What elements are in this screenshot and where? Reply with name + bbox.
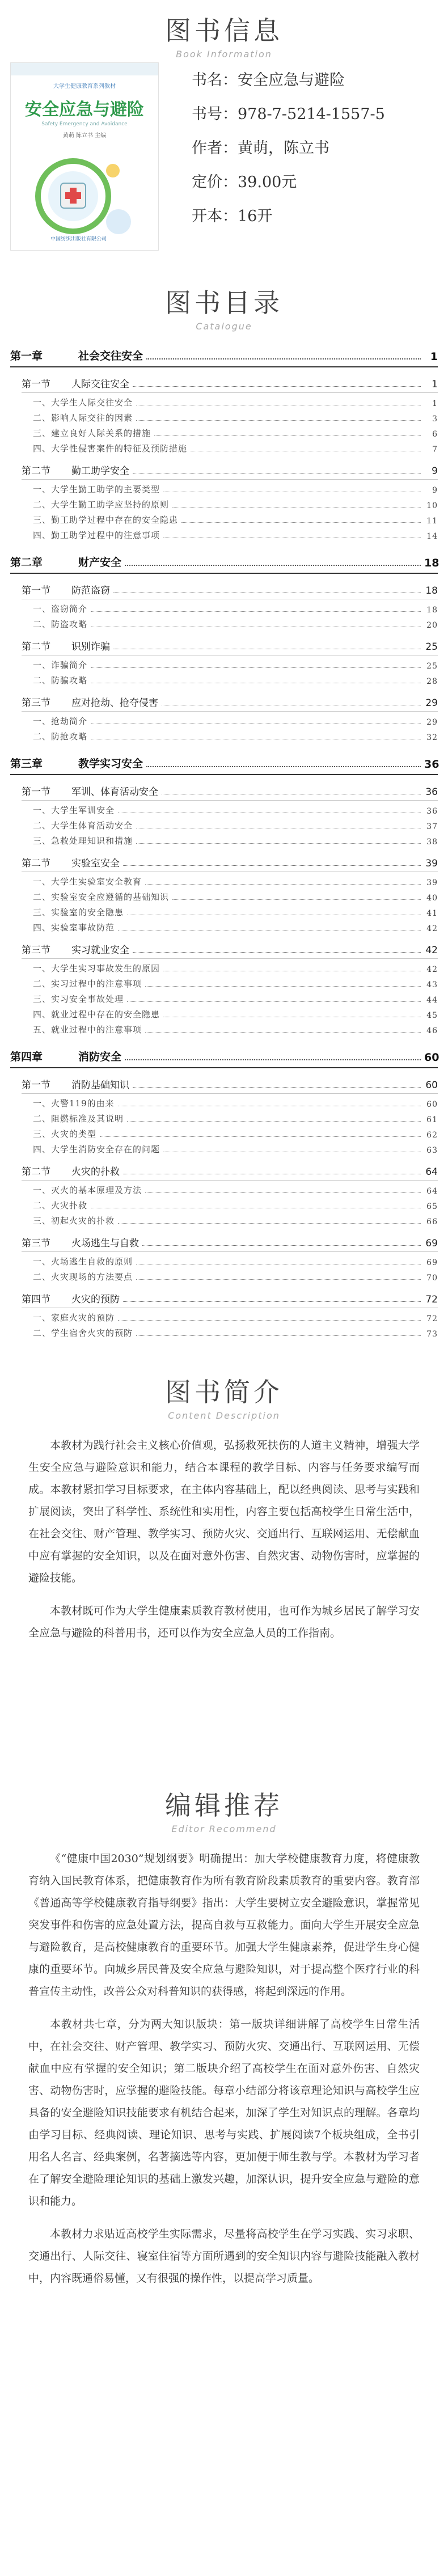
toc-item [10, 1181, 438, 1196]
toc-number: 第一节 [22, 585, 50, 597]
toc-leader [136, 1279, 421, 1280]
toc-label: 财产安全 [78, 556, 122, 569]
toc-label: 四、实验室事故防范 [33, 923, 115, 933]
cover-series: 大学生健康教育系列教材 [53, 83, 116, 90]
toc-page: 61 [426, 1115, 438, 1124]
toc-label: 三、实习安全事故处理 [33, 994, 124, 1004]
toc-page: 18 [424, 557, 439, 569]
section-subtitle: Content Description [168, 1410, 280, 1421]
toc-number: 第二章 [10, 556, 43, 569]
cover-authors: 黄萌 陈立书 主编 [62, 133, 107, 139]
toc-page: 72 [426, 1314, 438, 1323]
toc-label: 火灾的扑救 [71, 1166, 120, 1178]
section-subtitle: Editor Recommend [171, 1824, 277, 1834]
toc-item [10, 615, 438, 630]
toc-page: 64 [425, 1166, 438, 1178]
section-subtitle: Catalogue [196, 321, 252, 332]
toc-page: 63 [426, 1146, 438, 1155]
toc-leader [146, 358, 421, 359]
toc-number: 第一节 [22, 379, 50, 390]
toc-item [10, 439, 438, 454]
toc-label: 一、火场逃生自救的原则 [33, 1257, 133, 1267]
toc-page: 11 [426, 517, 438, 526]
toc-page: 43 [426, 980, 438, 989]
toc-leader [125, 565, 421, 566]
toc-label: 三、初起火灾的扑救 [33, 1216, 115, 1226]
toc-page: 60 [424, 1051, 439, 1064]
toc-page: 18 [425, 585, 438, 597]
cover-illustration-icon [28, 148, 141, 239]
toc-label: 二、大学生体育活动安全 [33, 820, 133, 831]
toc-label: 二、火灾现场的方法要点 [33, 1272, 133, 1282]
toc-section [10, 1155, 438, 1178]
toc-page: 38 [426, 837, 438, 847]
toc-leader [145, 1032, 421, 1033]
toc-item [10, 424, 438, 439]
field-author: 作者：黄萌，陈立书 [192, 139, 329, 157]
toc-chapter [10, 742, 438, 771]
toc-section [10, 686, 438, 709]
toc-label: 火场逃生与自救 [71, 1238, 139, 1249]
toc-item [10, 1109, 438, 1124]
toc-leader [123, 1301, 421, 1302]
toc-page: 64 [426, 1187, 438, 1196]
toc-label: 应对抢劫、抢夺侵害 [71, 697, 158, 709]
toc-item [10, 655, 438, 671]
field-isbn: 书号：978-7-5214-1557-5 [192, 105, 385, 123]
toc-section [10, 1068, 438, 1091]
toc-label: 一、火警119的由来 [33, 1098, 115, 1109]
toc-page: 28 [426, 677, 438, 686]
toc-section [10, 775, 438, 798]
toc-item [10, 1252, 438, 1267]
toc-label: 一、大学生实习事故发生的原因 [33, 963, 160, 974]
paragraph: 本教材力求贴近高校学生实际需求，尽量将高校学生在学习实践、实习求职、交通出行、人际交往、寝室住宿等方面所遇到的安全知识内容与避险技能融入教材中，内容既通俗易懂，又有很强的操作性，以提高学习质量。 [28, 2228, 420, 2285]
toc-page: 42 [426, 965, 438, 974]
toc-label: 社会交往安全 [78, 350, 143, 362]
toc-page: 69 [426, 1258, 438, 1267]
section-title: 图书信息 [165, 15, 283, 46]
toc-item [10, 1094, 438, 1109]
toc-page: 18 [426, 606, 438, 615]
toc-leader [136, 1335, 421, 1336]
toc-item [10, 393, 438, 408]
toc-chapter [10, 541, 438, 569]
toc-chapter [10, 1035, 438, 1064]
toc-page: 37 [426, 822, 438, 831]
toc-label: 一、抢劫简介 [33, 716, 88, 726]
toc-page: 40 [426, 894, 438, 903]
toc-item [10, 1308, 438, 1323]
toc-page: 36 [426, 807, 438, 816]
toc-item [10, 495, 438, 510]
toc-page: 14 [426, 532, 438, 541]
toc-item [10, 480, 438, 495]
toc-label: 消防安全 [78, 1051, 122, 1063]
toc-label: 二、阻燃标准及其说明 [33, 1114, 124, 1124]
toc-item [10, 510, 438, 526]
cover-publisher: 中国纺织出版社有限公司 [50, 236, 107, 242]
toc-item [10, 1020, 438, 1035]
toc-label: 三、火灾的类型 [33, 1129, 97, 1139]
field-format: 开本：16开 [192, 208, 273, 225]
section-subtitle: Book Information [176, 49, 272, 60]
toc-section [10, 454, 438, 477]
toc-page: 66 [426, 1217, 438, 1226]
toc-label: 二、影响人际交往的因素 [33, 413, 133, 423]
toc-page: 60 [426, 1100, 438, 1109]
toc-page: 9 [432, 486, 438, 495]
toc-item [10, 599, 438, 615]
toc-label: 三、实验室的安全隐患 [33, 907, 124, 917]
toc-leader [118, 1223, 421, 1224]
recommend-body [0, 1848, 448, 2290]
toc-label: 五、就业过程中的注意事项 [33, 1025, 142, 1035]
toc-number: 第一章 [10, 350, 43, 362]
toc-item [10, 959, 438, 974]
toc-item [10, 801, 438, 816]
toc-label: 一、家庭火灾的预防 [33, 1313, 115, 1323]
intro-header [0, 1361, 448, 1424]
toc-item [10, 712, 438, 727]
toc-section [10, 1283, 438, 1305]
toc-page: 25 [426, 662, 438, 671]
section-title: 图书简介 [165, 1377, 283, 1407]
toc-item [10, 989, 438, 1005]
cover-title-en: Safety Emergency and Avoidance [41, 121, 128, 127]
toc-label: 二、防抢攻略 [33, 731, 88, 742]
cover-title: 安全应急与避险 [25, 100, 144, 120]
toc-page: 65 [426, 1202, 438, 1211]
toc-page: 46 [426, 1026, 438, 1035]
toc-number: 第二节 [22, 858, 50, 869]
table-of-contents [0, 335, 448, 1339]
toc-number: 第三章 [10, 758, 43, 770]
toc-leader [172, 899, 421, 900]
toc-section [10, 574, 438, 597]
toc-label: 识别诈骗 [71, 641, 110, 653]
toc-page: 69 [425, 1238, 438, 1249]
toc-item [10, 1005, 438, 1020]
toc-leader [142, 1245, 421, 1246]
toc-label: 二、实验室安全应遵循的基础知识 [33, 892, 170, 902]
toc-item [10, 408, 438, 424]
toc-item [10, 903, 438, 918]
toc-label: 实习就业安全 [71, 945, 129, 956]
toc-page: 1 [430, 350, 438, 363]
paragraph: 《“健康中国2030”规划纲要》明确提出：加大学校健康教育力度，将健康教育纳入国民教育体系，把健康教育作为所有教育阶段素质教育的重要内容。教育部《普通高等学校健康教育指导纲要》指出：大学生要树立安全避险意识，掌握常见突发事件和伤害的应急处置方法，提高自救与互救能力。面向大学生开展安全应急与避险教育，是高校健康教育的重要环节。加强大学生健康素养，促进学生身心健康的重要环节。向城乡居民普及安全应急与避险知识，对于提高整个医疗行业的科普宣传主动性，改善公众对科普知识的获得感，将起到深远的作用。 [28, 1852, 420, 1998]
toc-page: 73 [426, 1330, 438, 1339]
toc-label: 二、大学生勤工助学应坚持的原则 [33, 500, 170, 510]
toc-page: 29 [426, 718, 438, 727]
toc-chapter [10, 335, 438, 363]
toc-leader [145, 1192, 421, 1193]
toc-label: 二、学生宿舍火灾的预防 [33, 1328, 133, 1338]
toc-number: 第三节 [22, 1238, 50, 1249]
toc-label: 一、大学生勤工助学的主要类型 [33, 484, 160, 494]
book-cover-image [10, 62, 159, 251]
toc-label: 四、大学生消防安全存在的问题 [33, 1144, 160, 1154]
toc-leader [181, 522, 421, 523]
toc-section [10, 933, 438, 956]
toc-label: 二、防骗攻略 [33, 675, 88, 686]
toc-leader [127, 1121, 421, 1122]
toc-page: 42 [425, 945, 438, 956]
paragraph: 本教材既可作为大学生健康素质教育教材使用，也可作为城乡居民了解学习安全应急与避险的科普用书，还可以作为安全应急人员的工作指南。 [28, 1605, 420, 1639]
toc-item [10, 872, 438, 887]
toc-item [10, 526, 438, 541]
toc-page: 36 [424, 758, 439, 771]
toc-page: 39 [425, 858, 438, 869]
toc-number: 第三节 [22, 697, 50, 709]
toc-item [10, 887, 438, 903]
paragraph: 本教材为践行社会主义核心价值观，弘扬救死扶伤的人道主义精神，增强大学生安全应急与避险意识和能力，结合本课程的教学目标、内容与任务要求编写而成。本教材紧扣学习目标要求，在主体内容基础上，配以经典阅读、思考与实践和扩展阅读，突出了科学性、系统性和实用性，内容主要包括高校学生日常生活中，在社会交往、财产管理、教学实习、预防火灾、交通出行、互联网运用、无偿献血中应有掌握的安全知识，以及在面对意外伤害、自然灾害、动物伤害时，应掌握的避险技能。 [28, 1439, 420, 1584]
toc-label: 防范盗窃 [71, 585, 110, 597]
toc-leader [127, 1001, 421, 1002]
toc-item [10, 831, 438, 847]
field-price: 定价：39.00元 [192, 174, 297, 191]
toc-page: 6 [432, 430, 438, 439]
toc-label: 火灾的预防 [71, 1294, 120, 1305]
toc-section [10, 847, 438, 869]
toc-label: 一、大学生实验室安全教育 [33, 877, 142, 887]
toc-label: 二、防盗攻略 [33, 619, 88, 629]
toc-label: 四、勤工助学过程中的注意事项 [33, 530, 160, 540]
paragraph: 本教材共七章，分为两大知识版块：第一版块详细讲解了高校学生日常生活中，在社会交往、财产管理、教学实习、预防火灾、交通出行、互联网运用、无偿献血中应有掌握的安全知识；第二版块介绍了高校学生在面对意外伤害、自然灾害、动物伤害时，应掌握的避险技能。每章小结部分将该章理论知识与高校学生应具备的安全避险知识技能要求有机结合起来，加深了学生对知识点的理解。各章均由学习目标、经典阅读、理论知识、思考与实践、扩展阅读7个板块组成，全书引用名人名言、经典案例，名著摘选等内容，更加便于师生教与学。本教材为学习者在了解安全避险理论知识的基础上激发兴趣，加深认识，提升安全应急与避险的意识和能力。 [28, 2018, 420, 2207]
toc-item [10, 727, 438, 742]
toc-label: 勤工助学安全 [71, 466, 129, 477]
toc-label: 二、火灾扑救 [33, 1200, 88, 1211]
cover-top-bar [11, 63, 158, 75]
toc-label: 实验室安全 [71, 858, 120, 869]
toc-page: 44 [426, 996, 438, 1005]
toc-item [10, 1211, 438, 1226]
toc-leader [100, 1136, 421, 1137]
toc-leader [133, 386, 421, 387]
toc-item [10, 1267, 438, 1283]
toc-label: 三、建立良好人际关系的措施 [33, 428, 151, 438]
toc-item [10, 1124, 438, 1140]
toc-label: 四、就业过程中存在的安全隐患 [33, 1009, 160, 1020]
toc-number: 第二节 [22, 1166, 50, 1178]
toc-header [0, 272, 448, 335]
toc-leader [123, 865, 421, 866]
toc-page: 72 [425, 1294, 438, 1305]
toc-page: 25 [425, 641, 438, 653]
toc-label: 三、勤工助学过程中存在的安全隐患 [33, 515, 179, 525]
toc-label: 一、盗窃简介 [33, 604, 88, 614]
toc-page: 32 [426, 733, 438, 742]
toc-leader [91, 667, 421, 668]
toc-leader [136, 843, 421, 844]
toc-page: 29 [425, 697, 438, 709]
toc-leader [133, 1087, 421, 1088]
toc-label: 三、急救处理知识和措施 [33, 836, 133, 846]
toc-section [10, 1226, 438, 1249]
book-fields [192, 64, 385, 234]
toc-page: 62 [426, 1131, 438, 1140]
toc-page: 41 [426, 909, 438, 918]
toc-number: 第二节 [22, 641, 50, 653]
book-info [0, 62, 448, 249]
toc-item [10, 1196, 438, 1211]
toc-number: 第二节 [22, 466, 50, 477]
toc-page: 36 [425, 786, 438, 798]
toc-leader [91, 611, 421, 612]
toc-page: 60 [425, 1080, 438, 1091]
toc-page: 1 [432, 379, 438, 390]
toc-item [10, 918, 438, 933]
toc-item [10, 671, 438, 686]
toc-number: 第三节 [22, 945, 50, 956]
toc-label: 教学实习安全 [78, 758, 143, 770]
toc-label: 一、大学生人际交往安全 [33, 397, 133, 408]
toc-label: 军训、体育活动安全 [71, 786, 158, 798]
toc-leader [133, 952, 421, 953]
toc-page: 45 [426, 1011, 438, 1020]
toc-page: 39 [426, 878, 438, 887]
toc-leader [154, 435, 421, 436]
section-title: 编辑推荐 [165, 1790, 283, 1821]
toc-section [10, 367, 438, 390]
toc-item [10, 1140, 438, 1155]
toc-page: 9 [432, 466, 438, 477]
toc-item [10, 1323, 438, 1339]
toc-number: 第一节 [22, 1080, 50, 1091]
toc-item [10, 816, 438, 831]
toc-label: 一、大学生军训安全 [33, 805, 115, 815]
toc-page: 10 [426, 501, 438, 510]
toc-leader [146, 766, 421, 767]
toc-label: 一、诈骗简介 [33, 660, 88, 670]
book-info-header [0, 0, 448, 62]
toc-number: 第一节 [22, 786, 50, 798]
toc-page: 20 [426, 621, 438, 630]
toc-label: 人际交往安全 [71, 379, 129, 390]
toc-leader [136, 420, 421, 421]
toc-number: 第四章 [10, 1051, 43, 1063]
recommend-header [0, 1775, 448, 1837]
toc-label: 一、灭火的基本原理及方法 [33, 1185, 142, 1195]
toc-leader [125, 1059, 421, 1060]
toc-leader [118, 1320, 421, 1321]
toc-page: 70 [426, 1274, 438, 1283]
toc-leader [145, 884, 421, 885]
toc-leader [145, 986, 421, 987]
toc-label: 四、大学性侵害案件的特征及预防措施 [33, 443, 188, 454]
field-title: 书名：安全应急与避险 [192, 71, 345, 89]
toc-number: 第四节 [22, 1294, 50, 1305]
toc-page: 7 [432, 445, 438, 454]
toc-section [10, 630, 438, 653]
toc-label: 消防基础知识 [71, 1080, 129, 1091]
toc-page: 42 [426, 924, 438, 933]
toc-page: 3 [432, 414, 438, 424]
section-title: 图书目录 [165, 287, 283, 318]
toc-label: 二、实习过程中的注意事项 [33, 979, 142, 989]
toc-item [10, 974, 438, 989]
toc-page: 1 [432, 399, 438, 408]
intro-body [0, 1435, 448, 1644]
